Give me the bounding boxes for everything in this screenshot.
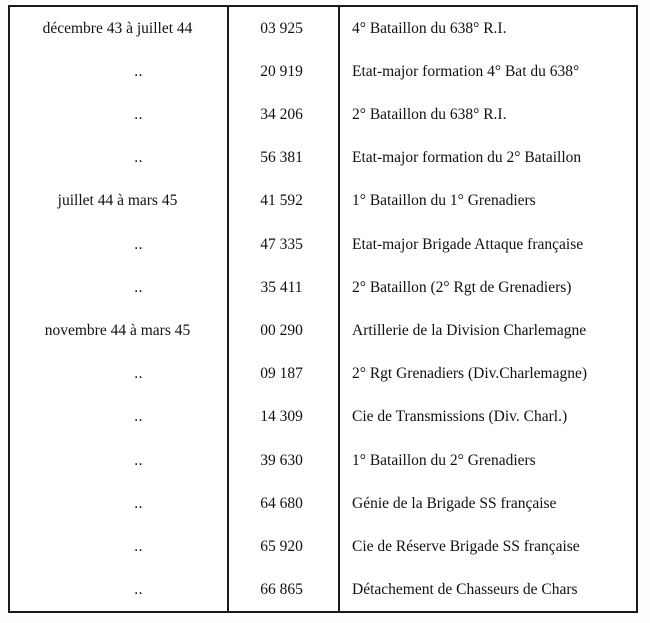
cell-unit-name: Détachement de Chasseurs de Chars — [352, 581, 578, 599]
table-body — [10, 7, 636, 612]
cell-unit-name: Génie de la Brigade SS française — [352, 494, 557, 512]
cell-unit-name: 2° Bataillon du 638° R.I. — [352, 106, 507, 124]
cell-unit-name: Cie de Transmissions (Div. Charl.) — [352, 408, 568, 426]
cell-period-ditto: .. — [134, 494, 143, 512]
cell-period-ditto: .. — [134, 106, 143, 124]
cell-field-post-number: 41 592 — [260, 192, 303, 210]
cell-unit-name: 2° Bataillon (2° Rgt de Grenadiers) — [352, 278, 572, 296]
cell-field-post-number: 56 381 — [260, 149, 303, 167]
cell-field-post-number: 35 411 — [260, 278, 303, 296]
table-row — [10, 568, 636, 611]
table-row — [10, 396, 636, 439]
cell-period: décembre 43 à juillet 44 — [42, 19, 193, 37]
cell-unit-name: Etat-major formation du 2° Bataillon — [352, 149, 582, 167]
cell-field-post-number: 00 290 — [260, 322, 303, 339]
cell-period-ditto: .. — [134, 62, 143, 80]
cell-unit-name: Etat-major formation 4° Bat du 638° — [352, 62, 580, 80]
table-row — [10, 93, 636, 136]
cell-period-ditto: .. — [134, 581, 143, 599]
cell-period-ditto: .. — [134, 365, 143, 383]
cell-unit-name: 1° Bataillon du 1° Grenadiers — [352, 192, 536, 210]
cell-field-post-number: 20 919 — [260, 62, 303, 80]
table-row — [10, 309, 636, 352]
table-row — [10, 180, 636, 223]
cell-field-post-number: 34 206 — [260, 106, 303, 124]
cell-period-ditto: .. — [134, 235, 143, 253]
cell-field-post-number: 03 925 — [260, 19, 303, 37]
cell-unit-name: 1° Bataillon du 2° Grenadiers — [352, 451, 536, 469]
cell-period: juillet 44 à mars 45 — [57, 192, 178, 210]
cell-period: novembre 44 à mars 45 — [44, 322, 191, 339]
table-row — [10, 137, 636, 180]
cell-period-ditto: .. — [134, 451, 143, 469]
table-row — [10, 266, 636, 309]
units-table — [10, 7, 636, 612]
cell-unit-name: Etat-major Brigade Attaque française — [352, 235, 584, 253]
table-row — [10, 439, 636, 482]
cell-period-ditto: .. — [134, 408, 143, 426]
cell-field-post-number: 14 309 — [260, 408, 303, 426]
table-row — [10, 482, 636, 525]
table-row — [10, 7, 636, 50]
cell-field-post-number: 64 680 — [260, 494, 303, 512]
table-frame — [8, 5, 638, 613]
table-row — [10, 223, 636, 266]
cell-unit-name: Cie de Réserve Brigade SS française — [352, 537, 580, 555]
cell-period-ditto: .. — [134, 537, 143, 555]
cell-field-post-number: 65 920 — [260, 537, 303, 555]
cell-unit-name: Artillerie de la Division Charlemagne — [352, 322, 587, 339]
table-row — [10, 353, 636, 396]
cell-period-ditto: .. — [134, 149, 143, 167]
table-row — [10, 50, 636, 93]
cell-unit-name: 4° Bataillon du 638° R.I. — [352, 19, 507, 37]
cell-unit-name: 2° Rgt Grenadiers (Div.Charlemagne) — [352, 365, 588, 383]
cell-field-post-number: 66 865 — [260, 581, 303, 599]
cell-period-ditto: .. — [134, 278, 143, 296]
cell-field-post-number: 39 630 — [260, 451, 303, 469]
table-row — [10, 525, 636, 568]
cell-field-post-number: 09 187 — [260, 365, 303, 383]
cell-field-post-number: 47 335 — [260, 235, 303, 253]
